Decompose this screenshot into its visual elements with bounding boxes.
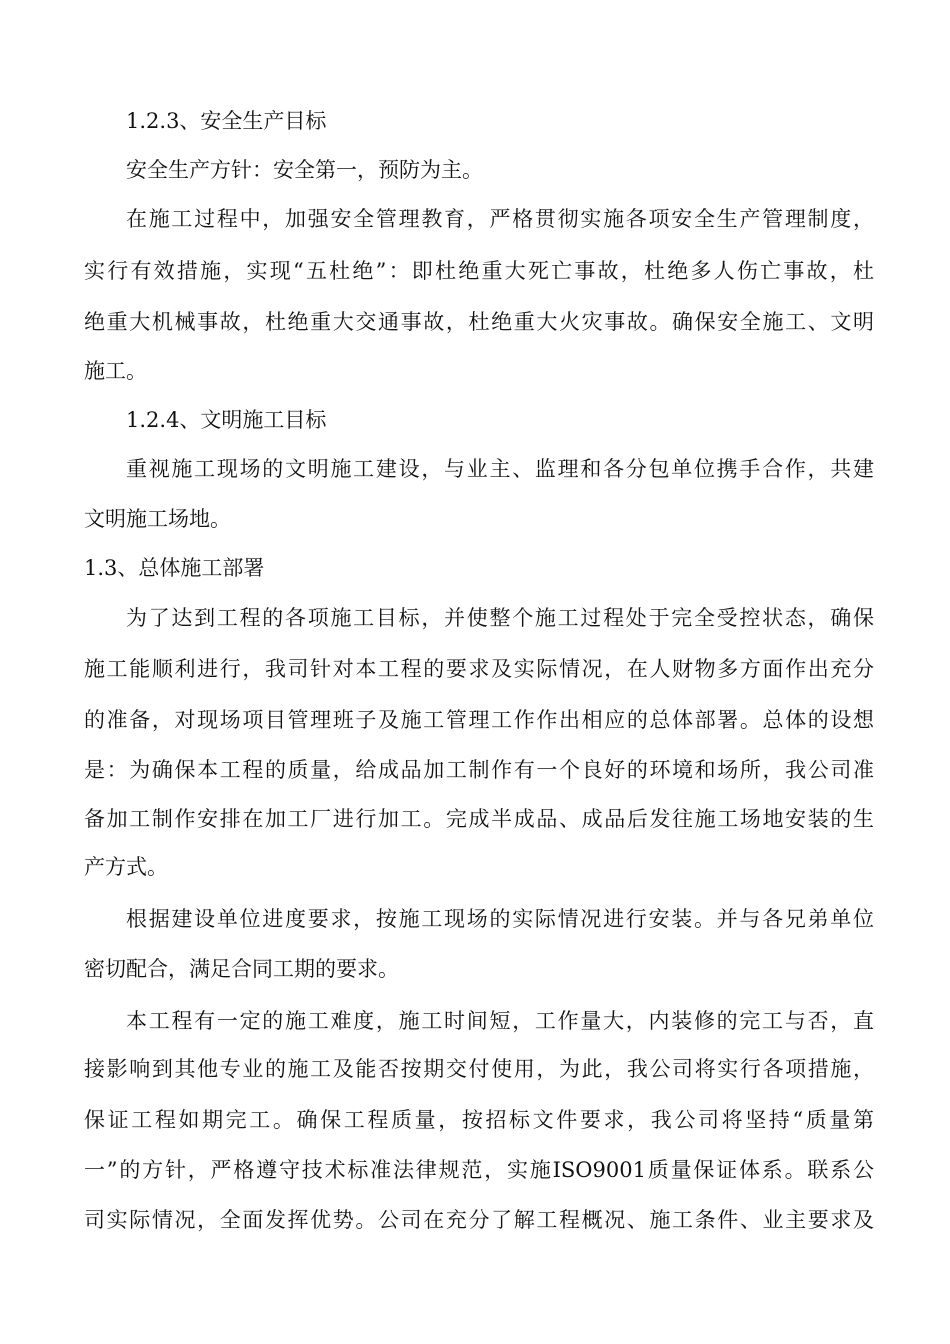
paragraph-line: 在施工过程中，加强安全管理教育，严格贯彻实施各项安全生产管理制度， [126, 207, 874, 231]
paragraph-line: 一”的方针，严格遵守技术标准法律规范，实施ISO9001质量保证体系。联系公 [84, 1158, 874, 1182]
paragraph-line: 文明施工场地。 [84, 507, 231, 531]
paragraph-line: 根据建设单位进度要求，按施工现场的实际情况进行安装。并与各兄弟单位 [126, 907, 874, 931]
paragraph-line: 施工。 [84, 359, 147, 383]
paragraph-line: 司实际情况，全面发挥优势。公司在充分了解工程概况、施工条件、业主要求及 [84, 1208, 874, 1232]
section-heading-1-2-3: 1.2.3、安全生产目标 [126, 109, 327, 133]
paragraph-line: 备加工制作安排在加工厂进行加工。完成半成品、成品后发往施工场地安装的生 [84, 807, 874, 831]
section-heading-1-3: 1.3、总体施工部署 [84, 556, 265, 580]
paragraph-line: 的准备，对现场项目管理班子及施工管理工作作出相应的总体部署。总体的设想 [84, 708, 874, 732]
paragraph-line: 是：为确保本工程的质量，给成品加工制作有一个良好的环境和场所，我公司准 [84, 758, 874, 782]
paragraph-line: 接影响到其他专业的施工及能否按期交付使用，为此，我公司将实行各项措施， [84, 1057, 874, 1081]
paragraph-line: 保证工程如期完工。确保工程质量，按招标文件要求，我公司将坚持“质量第 [84, 1108, 874, 1132]
paragraph-line: 重视施工现场的文明施工建设，与业主、监理和各分包单位携手合作，共建 [126, 457, 874, 481]
paragraph-line: 本工程有一定的施工难度，施工时间短，工作量大，内装修的完工与否，直 [126, 1009, 874, 1033]
paragraph-line: 密切配合，满足合同工期的要求。 [84, 957, 399, 981]
paragraph-line: 产方式。 [84, 855, 168, 879]
paragraph-line: 实行有效措施，实现“五杜绝”：即杜绝重大死亡事故，杜绝多人伤亡事故，杜 [84, 259, 874, 283]
paragraph-line: 绝重大机械事故，杜绝重大交通事故，杜绝重大火灾事故。确保安全施工、文明 [84, 310, 874, 334]
safety-policy-line: 安全生产方针：安全第一，预防为主。 [126, 158, 483, 182]
paragraph-line: 为了达到工程的各项施工目标，并使整个施工过程处于完全受控状态，确保 [126, 606, 874, 630]
section-heading-1-2-4: 1.2.4、文明施工目标 [126, 408, 327, 432]
paragraph-line: 施工能顺利进行，我司针对本工程的要求及实际情况，在人财物多方面作出充分 [84, 657, 874, 681]
